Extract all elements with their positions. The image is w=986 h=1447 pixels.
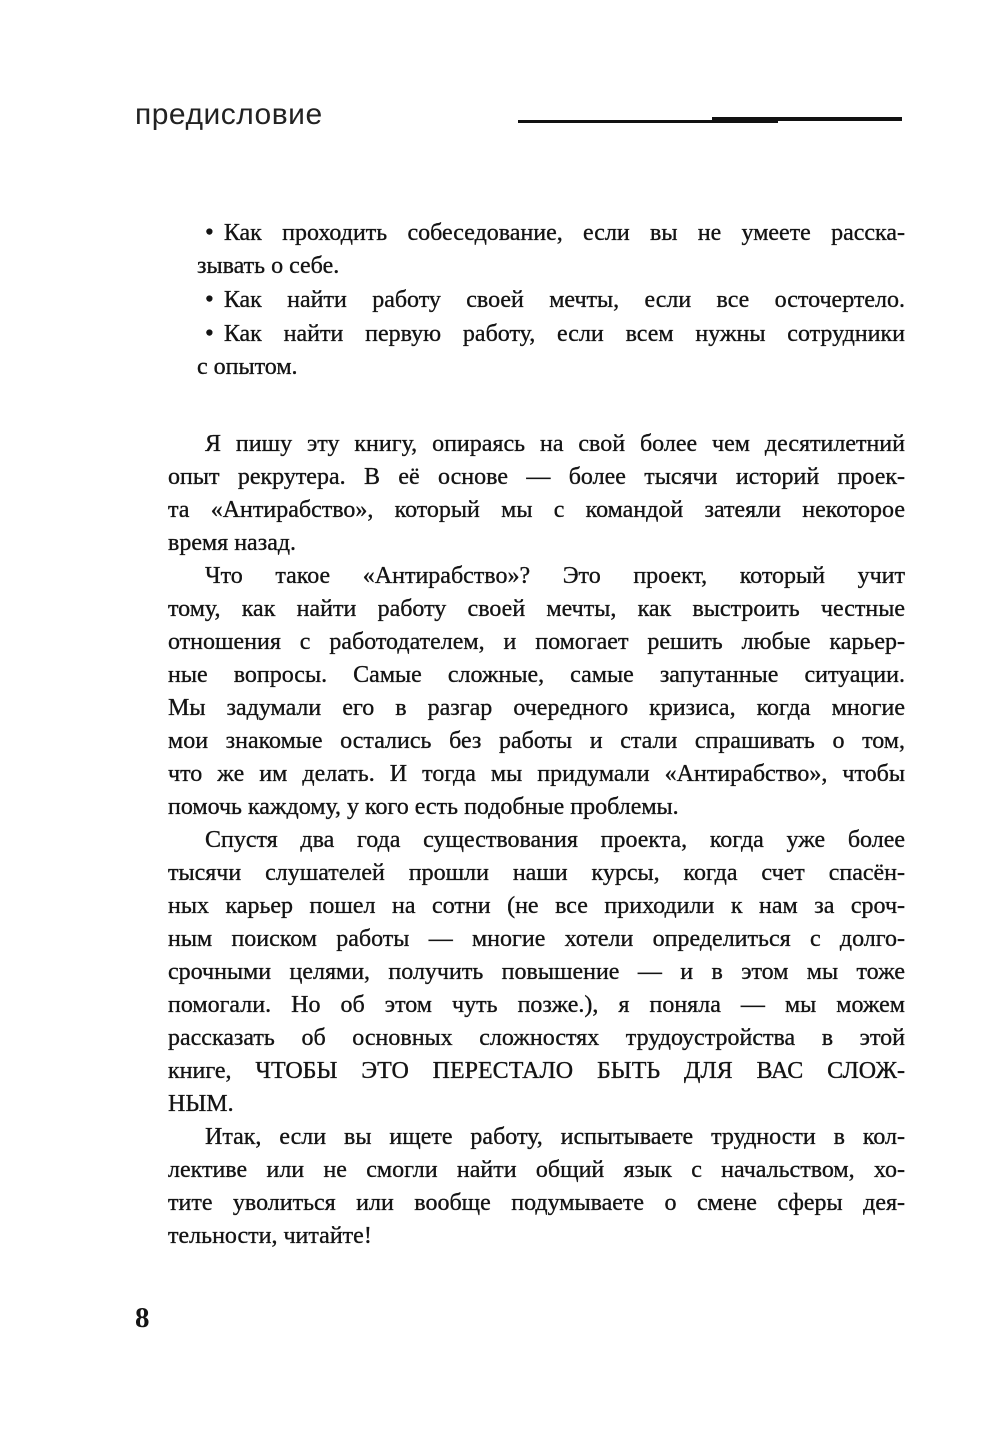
paragraph-line: рассказать об основных сложностях трудоустройства в этой: [168, 1025, 905, 1051]
running-head-title: предисловие: [135, 98, 323, 131]
bullet-item-line: • Как найти работу своей мечты, если все осточертело.: [205, 286, 905, 313]
paragraph-line: помочь каждому, у кого есть подобные проблемы.: [168, 794, 679, 820]
paragraph-line: помогали. Но об этом чуть позже.), я поняла — мы можем: [168, 992, 905, 1018]
bullet-item-line: • Как найти первую работу, если всем нужны сотрудники: [205, 320, 905, 347]
paragraph-line: опыт рекрутера. В её основе — более тысячи историй проек-: [168, 464, 905, 490]
paragraph-line: лективе или не смогли найти общий язык с начальством, хо-: [168, 1157, 905, 1183]
bullet-list-item: [168, 283, 905, 317]
paragraph-line: тому, как найти работу своей мечты, как выстроить честные: [168, 596, 905, 622]
paragraph-line: Мы задумали его в разгар очередного кризиса, когда многие: [168, 695, 905, 721]
bullet-list-item: [168, 317, 905, 384]
header-rule-right-segment: [712, 117, 902, 121]
paragraph-line: мои знакомые остались без работы и стали спрашивать о том,: [168, 728, 905, 754]
bullet-item-line: с опытом.: [197, 354, 298, 380]
paragraph-line: что же им делать. И тогда мы придумали «Антирабство», чтобы: [168, 761, 905, 787]
paragraph-line: время назад.: [168, 530, 297, 556]
bullet-item-line: зывать о себе.: [197, 253, 340, 279]
paragraph-line: тите уволиться или вообще подумываете о смене сферы дея-: [168, 1190, 905, 1216]
body-paragraphs: [168, 428, 905, 1253]
paragraph: [168, 824, 905, 1121]
paragraph-line: Что такое «Антирабство»? Это проект, который учит: [205, 563, 905, 589]
bullet-list-item: [168, 216, 905, 283]
paragraph-line: книге, ЧТОБЫ ЭТО ПЕРЕСТАЛО БЫТЬ ДЛЯ ВАС СЛОЖ-: [168, 1058, 905, 1084]
page-number: 8: [135, 1302, 150, 1334]
paragraph-line: Итак, если вы ищете работу, испытываете трудности в кол-: [205, 1124, 905, 1150]
paragraph-line: тысячи слушателей прошли наши курсы, когда счет спасён-: [168, 860, 905, 886]
paragraph-line: отношения с работодателем, и помогает решить любые карьер-: [168, 629, 905, 655]
paragraph-line: Спустя два года существования проекта, когда уже более: [205, 827, 905, 853]
bullet-icon: •: [205, 286, 214, 313]
paragraph: [168, 560, 905, 824]
paragraph: [168, 428, 905, 560]
paragraph-line: ным поиском работы — многие хотели определиться с долго-: [168, 926, 905, 952]
page-text-block: [168, 216, 905, 1253]
paragraph-line: тельности, читайте!: [168, 1223, 372, 1249]
paragraph-line: та «Антирабство», который мы с командой затеяли некоторое: [168, 497, 905, 523]
bullet-icon: •: [205, 219, 214, 246]
paragraph-line: ных карьер пошел на сотни (не все приходили к нам за сроч-: [168, 893, 905, 919]
paragraph-line: ные вопросы. Самые сложные, самые запутанные ситуации.: [168, 662, 905, 688]
paragraph-line: срочными целями, получить повышение — и в этом мы тоже: [168, 959, 905, 985]
paragraph-line: Я пишу эту книгу, опираясь на свой более чем десятилетний: [205, 431, 905, 457]
intro-bullet-list: [168, 216, 905, 384]
paragraph: [168, 1121, 905, 1253]
bullet-item-line: • Как проходить собеседование, если вы не умеете расска-: [205, 219, 905, 246]
paragraph-line: НЫМ.: [168, 1091, 234, 1117]
bullet-icon: •: [205, 320, 214, 347]
